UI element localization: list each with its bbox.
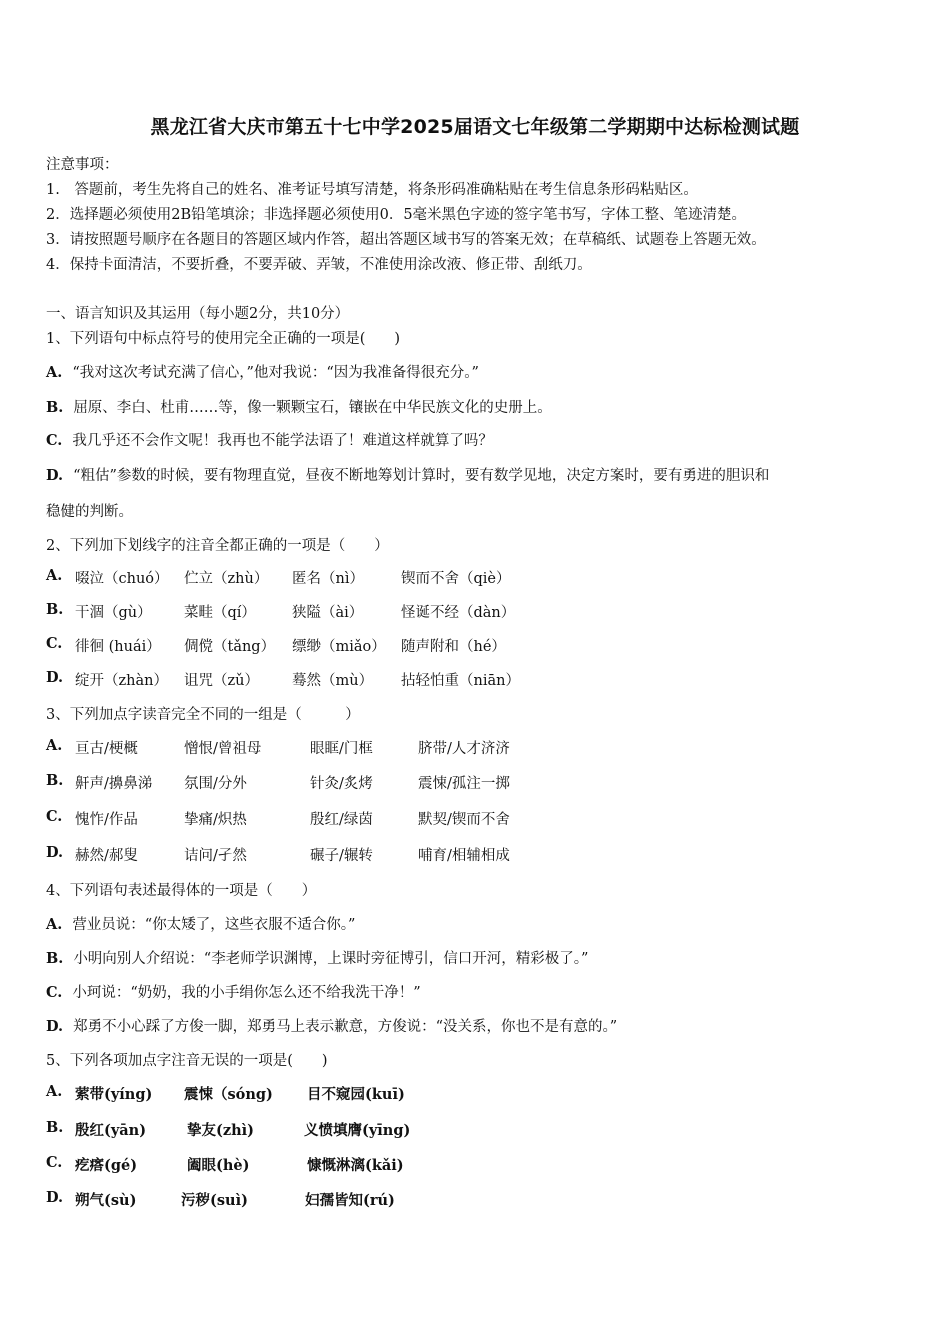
question-2-option-d xyxy=(46,669,73,686)
option-item: 缥缈（miǎo） xyxy=(292,639,386,655)
option-item: 菜畦（qí） xyxy=(184,605,256,621)
question-4-option-b xyxy=(46,947,588,968)
option-label: A. xyxy=(46,916,63,933)
option-label: A. xyxy=(46,364,63,381)
notice-item: 1. 答题前，考生先将自己的姓名、准考证号填写清楚，将条形码准确粘贴在考生信息条形码粘贴区。 xyxy=(46,182,698,198)
option-item: 伫立（zhù） xyxy=(184,571,269,587)
option-item: 倜傥（tǎng） xyxy=(184,639,276,655)
option-item: 妇孺皆知(rú) xyxy=(305,1192,395,1209)
option-label: D. xyxy=(46,844,64,861)
question-5-option-a xyxy=(46,1083,72,1100)
question-5-stem: 5、下列各项加点字注音无误的一项是( ) xyxy=(46,1053,328,1069)
notice-heading: 注意事项： xyxy=(46,157,119,173)
option-text: 营业员说：“你太矮了，这些衣服不适合你。” xyxy=(72,917,356,933)
question-4-option-d xyxy=(46,1015,617,1036)
option-item: 眼眶/门框 xyxy=(310,741,373,757)
question-3-option-b xyxy=(46,772,73,789)
option-label: A. xyxy=(46,737,63,754)
question-4-option-c xyxy=(46,981,421,1002)
option-label: C. xyxy=(46,432,63,449)
option-item: 默契/锲而不舍 xyxy=(418,812,510,828)
question-1-option-d xyxy=(46,464,769,485)
question-1-option-d-continuation: 稳健的判断。 xyxy=(46,504,133,520)
option-label: B. xyxy=(46,950,64,967)
option-label: C. xyxy=(46,635,63,652)
option-item: 诅咒（zǔ） xyxy=(184,673,259,689)
question-2-option-c xyxy=(46,635,72,652)
option-item: 蓦然（mù） xyxy=(292,673,374,689)
option-item: 啜泣（chuó） xyxy=(75,571,169,587)
question-1-option-b xyxy=(46,396,552,417)
option-label: B. xyxy=(46,1119,64,1136)
question-5-option-c xyxy=(46,1154,72,1171)
question-2-option-a xyxy=(46,567,72,584)
option-label: A. xyxy=(46,1083,63,1100)
option-item: 干涸（gù） xyxy=(75,605,152,621)
question-3-option-c xyxy=(46,808,72,825)
option-text: 我几乎还不会作文呢！我再也不能学法语了！难道这样就算了吗？ xyxy=(72,433,493,449)
option-text: 郑勇不小心踩了方俊一脚，郑勇马上表示歉意，方俊说：“没关系，你也不是有意的。” xyxy=(73,1019,618,1035)
option-item: 脐带/人才济济 xyxy=(418,741,510,757)
option-item: 震悚/孤注一掷 xyxy=(418,776,510,792)
question-1-option-a xyxy=(46,361,479,382)
option-item: 怪诞不经（dàn） xyxy=(401,605,516,621)
question-3-option-a xyxy=(46,737,72,754)
question-3-stem: 3、下列加点字读音完全不同的一组是（ ） xyxy=(46,707,360,723)
option-item: 污秽(suì) xyxy=(181,1192,248,1209)
question-5-option-b xyxy=(46,1119,73,1136)
option-item: 朔气(sù) xyxy=(75,1192,137,1209)
option-item: 碾子/辗转 xyxy=(310,848,373,864)
option-item: 拈轻怕重（niān） xyxy=(401,673,520,689)
option-item: 徘徊 (huái） xyxy=(75,639,161,655)
option-label: B. xyxy=(46,772,64,789)
option-item: 殷红/绿茵 xyxy=(310,812,373,828)
option-item: 狭隘（ài） xyxy=(292,605,364,621)
option-text: 小珂说：“奶奶，我的小手绢你怎么还不给我洗干净！” xyxy=(72,985,421,1001)
notice-item: 3．请按照题号顺序在各题目的答题区域内作答，超出答题区域书写的答案无效；在草稿纸、试题卷上答题无效。 xyxy=(46,232,766,248)
question-5-option-d xyxy=(46,1189,73,1206)
option-item: 哺育/相辅相成 xyxy=(418,848,510,864)
question-2-option-b xyxy=(46,601,73,618)
question-1-option-c xyxy=(46,429,493,450)
page-title: 黑龙江省大庆市第五十七中学2025届语文七年级第二学期期中达标检测试题 xyxy=(150,116,800,138)
option-label: C. xyxy=(46,808,63,825)
option-item: 愧怍/作品 xyxy=(75,812,138,828)
option-label: D. xyxy=(46,669,64,686)
question-4-stem: 4、下列语句表述最得体的一项是（ ） xyxy=(46,883,317,899)
option-text: 小明向别人介绍说：“李老师学识渊博，上课时旁征博引，信口开河，精彩极了。” xyxy=(73,951,589,967)
option-item: 氛围/分外 xyxy=(184,776,247,792)
question-3-option-d xyxy=(46,844,73,861)
option-text: “粗估”参数的时候，要有物理直觉，昼夜不断地筹划计算时，要有数学见地，决定方案时，要有勇进的胆识和 xyxy=(73,468,770,484)
option-label: D. xyxy=(46,467,64,484)
option-item: 憎恨/曾祖母 xyxy=(184,741,262,757)
option-item: 挚痛/炽热 xyxy=(184,812,247,828)
option-item: 随声附和（hé） xyxy=(401,639,506,655)
option-label: D. xyxy=(46,1189,64,1206)
question-1-stem: 1、下列语句中标点符号的使用完全正确的一项是( ) xyxy=(46,331,401,347)
option-text: 屈原、李白、杜甫……等，像一颗颗宝石，镶嵌在中华民族文化的史册上。 xyxy=(73,400,552,416)
question-2-stem: 2、下列加下划线字的注音全都正确的一项是（ ） xyxy=(46,538,389,554)
option-item: 慷慨淋漓(kǎi) xyxy=(307,1157,404,1174)
option-item: 义愤填膺(yīng) xyxy=(304,1122,411,1139)
option-item: 挚友(zhì) xyxy=(187,1122,255,1139)
notice-item: 2．选择题必须使用2B铅笔填涂；非选择题必须使用0．5毫米黑色字迹的签字笔书写，字体工整、笔迹清楚。 xyxy=(46,207,747,223)
option-item: 诘问/孑然 xyxy=(184,848,247,864)
option-item: 绽开（zhàn） xyxy=(75,673,168,689)
option-item: 目不窥园(kuī) xyxy=(307,1086,405,1103)
option-item: 阖眼(hè) xyxy=(187,1157,250,1174)
option-label: B. xyxy=(46,399,64,416)
option-label: B. xyxy=(46,601,64,618)
option-text: “我对这次考试充满了信心，”他对我说：“因为我准备得很充分。” xyxy=(72,365,479,381)
option-item: 赫然/郝叟 xyxy=(75,848,138,864)
notice-item: 4．保持卡面清洁，不要折叠，不要弄破、弄皱，不准使用涂改液、修正带、刮纸刀。 xyxy=(46,257,592,273)
option-label: A. xyxy=(46,567,63,584)
option-item: 震悚（sóng) xyxy=(184,1086,273,1103)
option-item: 萦带(yíng) xyxy=(75,1086,153,1103)
section-heading: 一、语言知识及其运用（每小题2分，共10分） xyxy=(46,306,350,322)
option-item: 匿名（nì） xyxy=(292,571,364,587)
option-item: 锲而不舍（qiè） xyxy=(401,571,511,587)
question-4-option-a xyxy=(46,913,355,934)
option-label: C. xyxy=(46,1154,63,1171)
option-item: 殷红(yān) xyxy=(75,1122,147,1139)
option-label: D. xyxy=(46,1018,64,1035)
option-item: 鼾声/擤鼻涕 xyxy=(75,776,153,792)
option-item: 亘古/梗概 xyxy=(75,741,138,757)
option-item: 疙瘩(gé) xyxy=(75,1157,138,1174)
option-item: 针灸/炙烤 xyxy=(310,776,373,792)
option-label: C. xyxy=(46,984,63,1001)
